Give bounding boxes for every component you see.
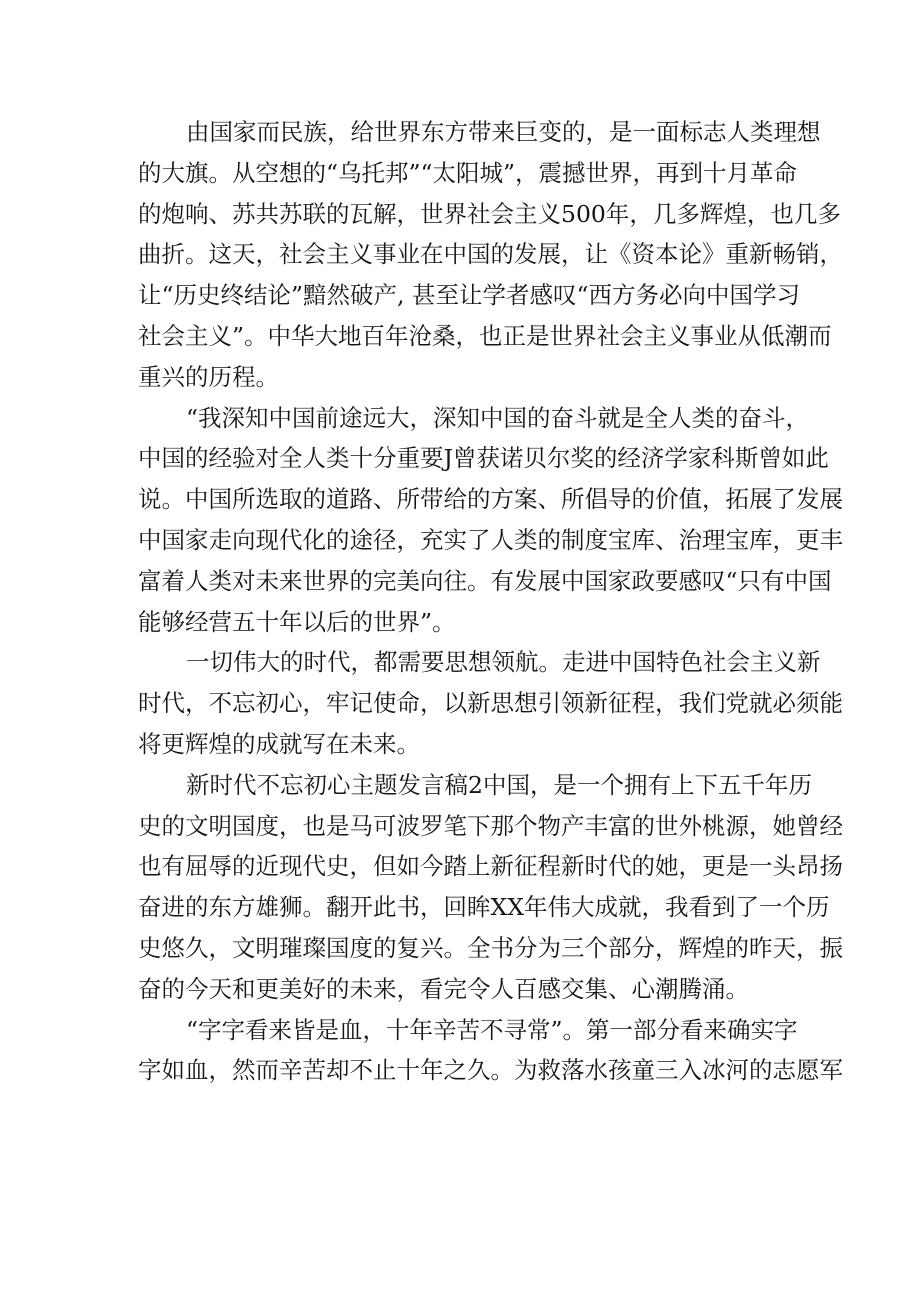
paragraph-3-line-1: 一切伟大的时代，都需要思想领航。走进中国特色社会主义新 <box>186 648 821 677</box>
paragraph-5-line-2: 字如血，然而辛苦却不止十年之久。为救落水孩童三入冰河的志愿军 <box>138 1056 843 1085</box>
paragraph-1-line-1: 由国家而民族，给世界东方带来巨变的，是一面标志人类理想 <box>186 118 821 146</box>
paragraph-5 <box>138 1010 843 1092</box>
paragraph-3 <box>138 642 843 764</box>
paragraph-1 <box>138 112 843 398</box>
paragraph-4-line-5: 史悠久，文明璀璨国度的复兴。全书分为三个部分，辉煌的昨天，振 <box>138 933 843 962</box>
paragraph-4-line-2: 史的文明国度，也是马可波罗笔下那个物产丰富的世外桃源，她曾经 <box>138 811 843 840</box>
paragraph-3-line-2: 时代，不忘初心，牢记使命，以新思想引领新征程，我们党就必须能 <box>138 689 843 718</box>
paragraph-2-line-5: 富着人类对未来世界的完美向往。有发展中国家政要感叹“只有中国 <box>138 566 832 595</box>
paragraph-4-line-1: 新时代不忘初心主题发言稿2中国，是一个拥有上下五千年历 <box>186 770 812 799</box>
paragraph-1-line-4: 曲折。这天，社会主义事业在中国的发展，让《资本论》重新畅销， <box>138 240 843 269</box>
paragraph-2-line-4: 中国家走向现代化的途径，充实了人类的制度宝库、治理宝库，更丰 <box>138 525 843 554</box>
paragraph-2-line-1: “我深知中国前途远大，深知中国的奋斗就是全人类的奋斗， <box>186 403 810 432</box>
paragraph-5-line-1: “字字看来皆是血，十年辛苦不寻常”。第一部分看来确实字 <box>186 1015 798 1044</box>
paragraph-1-line-3: 的炮响、苏共苏联的瓦解，世界社会主义500年，几多辉煌，也几多 <box>138 199 841 228</box>
document-body <box>138 112 843 1091</box>
paragraph-1-line-7: 重兴的历程。 <box>138 362 279 391</box>
paragraph-3-line-3: 将更辉煌的成就写在未来。 <box>138 729 420 758</box>
paragraph-4-line-3: 也有屈辱的近现代史，但如今踏上新征程新时代的她，更是一头昂扬 <box>138 852 843 881</box>
paragraph-1-line-6: 社会主义”。中华大地百年沧桑，也正是世界社会主义事业从低潮而 <box>138 321 832 350</box>
paragraph-1-line-2: 的大旗。从空想的“乌托邦”“太阳城”，震撼世界，再到十月革命 <box>138 158 798 187</box>
paragraph-4 <box>138 765 843 1010</box>
paragraph-2 <box>138 398 843 643</box>
paragraph-2-line-6: 能够经营五十年以后的世界”。 <box>138 607 456 636</box>
paragraph-4-line-4: 奋进的东方雄狮。翻开此书，回眸XX年伟大成就，我看到了一个历 <box>138 893 830 922</box>
paragraph-4-line-6: 奋的今天和更美好的未来，看完令人百感交集、心潮腾涌。 <box>138 974 749 1003</box>
paragraph-2-line-2: 中国的经验对全人类十分重要J曾获诺贝尔奖的经济学家科斯曾如此 <box>138 444 829 473</box>
paragraph-2-line-3: 说。中国所选取的道路、所带给的方案、所倡导的价值，拓展了发展 <box>138 485 843 514</box>
paragraph-1-line-5: 让“历史终结论”黯然破产, 甚至让学者感叹“西方务必向中国学习 <box>138 281 800 310</box>
